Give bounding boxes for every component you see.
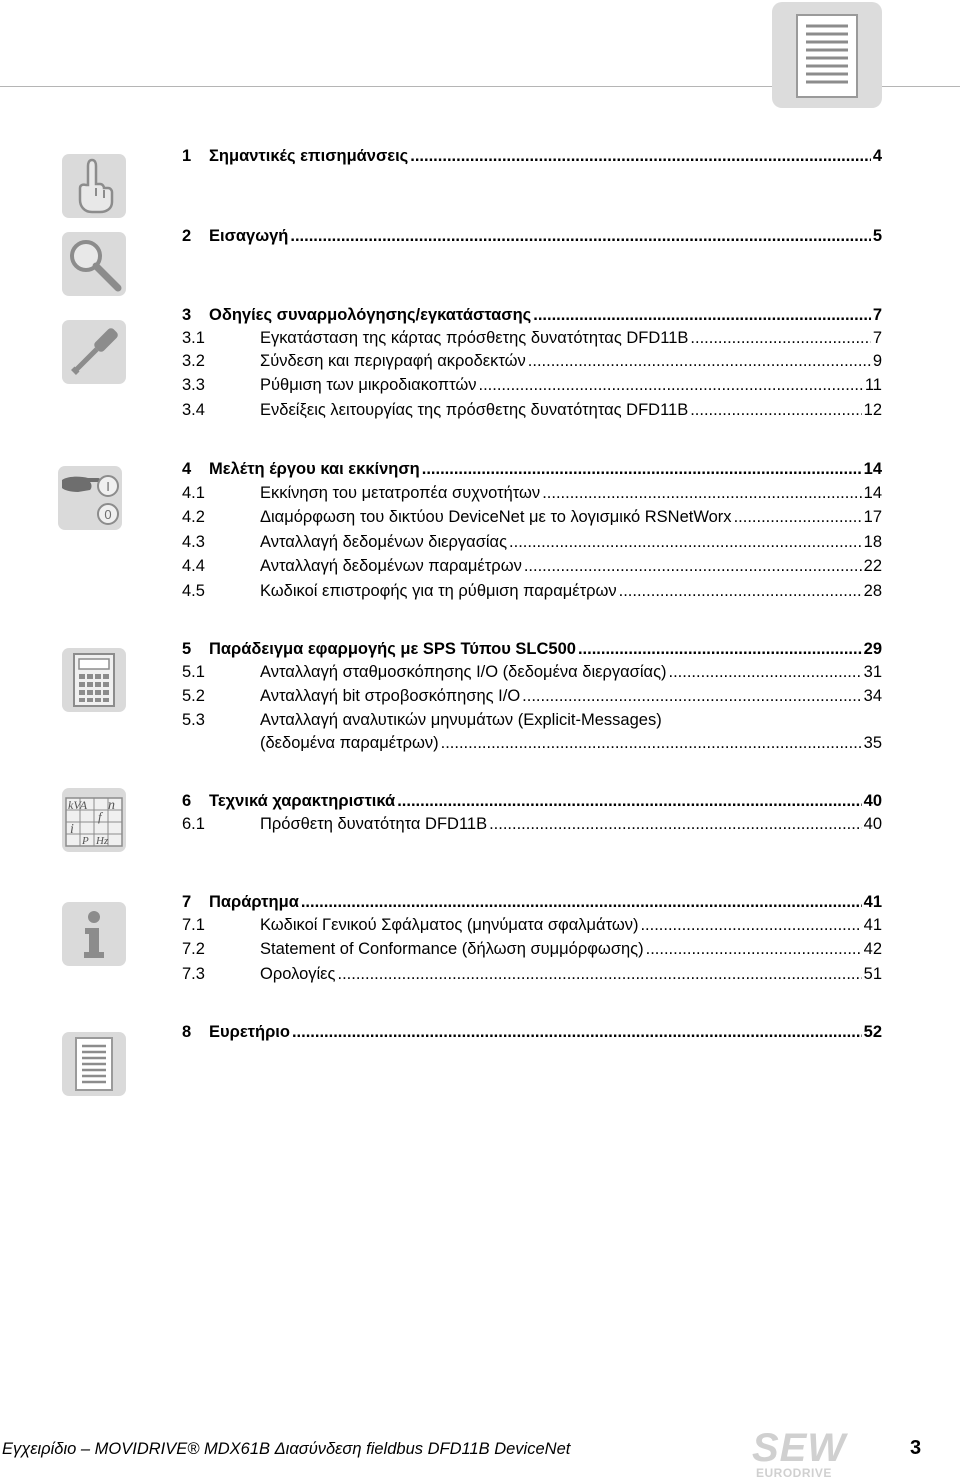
entry-number: 3.3 — [182, 376, 205, 394]
entry-page: 12 — [863, 401, 882, 419]
entry-title: Εγκατάσταση της κάρτας πρόσθετης δυνατότητας DFD11B — [260, 329, 689, 347]
entry-page: 7 — [872, 329, 882, 347]
entry-number: 1 — [182, 147, 192, 165]
entry-number: 6 — [182, 792, 192, 810]
entry-title: Ανταλλαγή δεδομένων παραμέτρων — [260, 557, 522, 575]
page-number: 3 — [910, 1437, 922, 1459]
entry-title: Ορολογίες — [260, 965, 336, 983]
switch-on-label: I — [106, 479, 110, 494]
entry-title: Παράδειγμα εφαρμογής με SPS Τύπου SLC500 — [209, 640, 576, 658]
logo-sub-text: EURODRIVE — [756, 1466, 832, 1480]
entry-number: 4.4 — [182, 557, 205, 575]
calculator-icon — [62, 648, 126, 712]
toc-entry-4-1[interactable] — [182, 481, 882, 505]
toc-entry-ch8[interactable] — [182, 1020, 882, 1044]
unit-hz: Hz — [96, 835, 109, 847]
entry-number: 8 — [182, 1023, 192, 1041]
footer-document-title: Εγχειρίδιο – MOVIDRIVE® MDX61B Διασύνδεση fieldbus DFD11B DeviceNet — [2, 1440, 571, 1458]
entry-page: 7 — [872, 306, 882, 324]
hand-on-off-switch-icon — [58, 466, 122, 530]
entry-number: 7.2 — [182, 940, 205, 958]
entry-page: 42 — [863, 940, 882, 958]
toc-entry-ch1[interactable] — [182, 144, 882, 168]
toc-entry-5-1[interactable] — [182, 660, 882, 684]
entry-title: Κωδικοί Γενικού Σφάλματος (μηνύματα σφαλμάτων) — [260, 916, 639, 934]
entry-page: 28 — [863, 582, 882, 600]
toc-entry-3-4[interactable] — [182, 398, 882, 422]
entry-number: 7.3 — [182, 965, 205, 983]
entry-page: 41 — [863, 893, 882, 911]
entry-page: 5 — [872, 227, 882, 245]
entry-title: Πρόσθετη δυνατότητα DFD11B — [260, 815, 488, 833]
entry-title: (δεδομένα παραμέτρων) — [260, 734, 439, 752]
toc-entry-ch2[interactable] — [182, 224, 882, 248]
entry-title: Οδηγίες συναρμολόγησης/εγκατάστασης — [209, 306, 532, 324]
toc-entry-3-3[interactable] — [182, 373, 882, 397]
entry-title: Ανταλλαγή σταθμοσκόπησης I/O (δεδομένα διεργασίας) — [260, 663, 667, 681]
entry-number: 7.1 — [182, 916, 205, 934]
entry-number: 4.1 — [182, 484, 205, 502]
entry-number: 4.5 — [182, 582, 205, 600]
entry-title: Ρύθμιση των μικροδιακοπτών — [260, 376, 477, 394]
toc-entry-3-2[interactable] — [182, 349, 882, 373]
entry-page: 14 — [863, 484, 882, 502]
entry-title: Ευρετήριο — [209, 1023, 290, 1041]
entry-page: 29 — [863, 640, 882, 658]
entry-number: 3.2 — [182, 352, 205, 370]
entry-number: 4.2 — [182, 508, 205, 526]
entry-page: 41 — [863, 916, 882, 934]
toc-entry-6-1[interactable] — [182, 812, 882, 836]
toc-entry-4-5[interactable] — [182, 579, 882, 603]
entry-page: 52 — [863, 1023, 882, 1041]
entry-page: 34 — [863, 687, 882, 705]
sew-eurodrive-logo — [752, 1428, 856, 1482]
entry-title: Μελέτη έργου και εκκίνηση — [209, 460, 420, 478]
entry-number: 5.2 — [182, 687, 205, 705]
entry-title: Διαμόρφωση του δικτύου DeviceNet με το λογισμικό RSNetWorx — [260, 508, 732, 526]
units-table-icon — [62, 788, 126, 852]
entry-number: 3 — [182, 306, 192, 324]
entry-page: 35 — [863, 734, 882, 752]
entry-title: Παράρτημα — [209, 893, 299, 911]
entry-number: 4 — [182, 460, 192, 478]
toc-entry-3-1[interactable] — [182, 326, 882, 350]
toc-entry-ch6[interactable] — [182, 789, 882, 813]
entry-title: Statement of Conformance (δήλωση συμμόρφωσης) — [260, 940, 644, 958]
entry-title: Ανταλλαγή bit στροβοσκόπησης I/O — [260, 687, 521, 705]
entry-title-line1: Ανταλλαγή αναλυτικών μηνυμάτων (Explicit-Messages) — [260, 711, 662, 729]
entry-title: Εισαγωγή — [209, 227, 289, 245]
entry-page: 51 — [863, 965, 882, 983]
unit-n: n — [108, 798, 115, 813]
toc-entry-5-3-continued[interactable] — [182, 731, 882, 755]
logo-main-text: SEW — [752, 1426, 847, 1470]
entry-page: 31 — [863, 663, 882, 681]
toc-entry-7-1[interactable] — [182, 913, 882, 937]
toc-entry-ch4[interactable] — [182, 457, 882, 481]
info-icon — [62, 902, 126, 966]
entry-number: 5.1 — [182, 663, 205, 681]
entry-number: 3.1 — [182, 329, 205, 347]
switch-off-label: 0 — [104, 507, 112, 522]
entry-page: 14 — [863, 460, 882, 478]
contents-tab[interactable] — [772, 2, 882, 108]
entry-title: Ανταλλαγή δεδομένων διεργασίας — [260, 533, 508, 551]
entry-number: 4.3 — [182, 533, 205, 551]
entry-page: 11 — [864, 376, 882, 394]
toc-entry-ch5[interactable] — [182, 637, 882, 661]
index-list-icon — [62, 1032, 126, 1096]
toc-entry-5-3[interactable] — [182, 708, 882, 732]
pointing-hand-icon — [62, 154, 126, 218]
screwdriver-icon — [62, 320, 126, 384]
entry-page: 18 — [863, 533, 882, 551]
entry-title: Σημαντικές επισημάνσεις — [209, 147, 409, 165]
toc-entry-4-2[interactable] — [182, 505, 882, 529]
entry-title: Τεχνικά χαρακτηριστικά — [209, 792, 396, 810]
entry-number: 7 — [182, 893, 192, 911]
entry-page: 22 — [863, 557, 882, 575]
contents-list-icon — [796, 14, 858, 98]
toc-entry-4-4[interactable] — [182, 554, 882, 578]
toc-entry-4-3[interactable] — [182, 530, 882, 554]
unit-kva: kVA — [68, 798, 88, 812]
entry-page: 40 — [863, 792, 882, 810]
toc-entry-7-2[interactable] — [182, 937, 882, 961]
entry-page: 40 — [863, 815, 882, 833]
entry-number: 6.1 — [182, 815, 205, 833]
toc-entry-5-2[interactable] — [182, 684, 882, 708]
unit-f: f — [98, 809, 102, 824]
entry-page: 4 — [872, 147, 882, 165]
entry-page: 9 — [872, 352, 882, 370]
toc-entry-ch7[interactable] — [182, 890, 882, 914]
entry-title: Ενδείξεις λειτουργίας της πρόσθετης δυνατότητας DFD11B — [260, 401, 689, 419]
entry-number: 5.3 — [182, 711, 205, 729]
entry-title: Κωδικοί επιστροφής για τη ρύθμιση παραμέτρων — [260, 582, 617, 600]
entry-title: Εκκίνηση του μετατροπέα συχνοτήτων — [260, 484, 541, 502]
unit-i: i — [70, 822, 74, 837]
entry-number: 5 — [182, 640, 192, 658]
entry-number: 3.4 — [182, 401, 205, 419]
toc-entry-ch3[interactable] — [182, 303, 882, 327]
magnifier-icon — [62, 232, 126, 296]
entry-title: Σύνδεση και περιγραφή ακροδεκτών — [260, 352, 526, 370]
toc-entry-7-3[interactable] — [182, 962, 882, 986]
unit-p: P — [82, 835, 89, 847]
entry-number: 2 — [182, 227, 192, 245]
entry-page: 17 — [863, 508, 882, 526]
